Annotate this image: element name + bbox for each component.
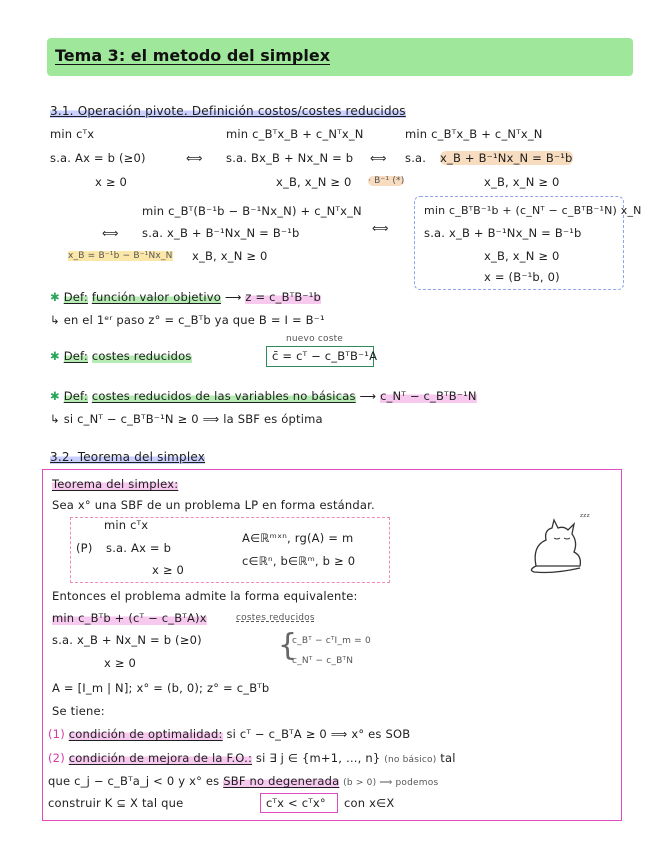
row1-col2-constraint: s.a. Bx_B + Nx_N = b [226,151,354,165]
item1-line [48,727,410,741]
problem-objective: min cᵀx [104,518,149,532]
svg-text:ᶻᶻᶻ: ᶻᶻᶻ [580,513,590,523]
item2-text-b: tal [440,751,456,765]
equiv-constraint: s.a. x_B + Nx_N = b (≥0) [52,633,202,647]
problem-nonneg: x ≥ 0 [152,563,185,577]
boxed-constraint: s.a. x_B + B⁻¹Nx_N = B⁻¹b [424,226,582,240]
theorem-intro: Sea x° una SBF de un problema LP en forma estándar. [52,498,375,512]
row1-col3-st-prefix: s.a. [405,151,427,165]
def2-bullet: ✱ [50,349,60,363]
item1-text: si cᵀ − c_BᵀA ≥ 0 ⟹ x° es SOB [226,727,411,741]
item2-label: condición de mejora de la F.O.: [68,751,253,765]
nuevo-coste-annotation: nuevo coste [286,334,344,344]
title-banner [47,38,633,76]
def3-bullet: ✱ [50,389,60,403]
item2-text: si ∃ j ∈ {m+1, …, n} [255,751,381,765]
row1-col3-constraint [440,151,573,165]
row1-equiv-1: ⟺ [186,151,203,165]
section-3-1-heading-text: 3.1. Operación pivote. Definición costos/costes reducidos [50,104,406,118]
brace-line1: c_Bᵀ − cᵀI_m = 0 [292,636,371,646]
brace-icon: { [278,628,298,663]
problem-label: (P) [76,541,93,555]
item1-label: condición de optimalidad: [68,727,223,741]
theorem-defs: A = [I_m | N]; x° = (b, 0); z° = c_Bᵀb [52,681,270,695]
row1-col1-nonneg: x ≥ 0 [95,175,128,189]
row1-col3-constraint-text: x_B + B⁻¹Nx_N = B⁻¹b [440,151,573,165]
item1-number: (1) [48,727,65,741]
row2-nonneg: x_B, x_N ≥ 0 [192,249,268,263]
item2-line2 [48,774,438,788]
item2-line3-box: cᵀx < cᵀx° [266,796,326,810]
item2-line2-c: (b > 0) ⟹ podemos [343,778,439,788]
theorem-then: Entonces el problema admite la forma equivalente: [52,589,358,603]
def3-sub: ↳ si c_Nᵀ − c_BᵀB⁻¹N ≥ 0 ⟹ la SBF es óptima [50,412,323,426]
item2-number: (2) [48,751,65,765]
row2-equiv-right: ⟺ [372,221,389,235]
brace-line2: c_Nᵀ − c_BᵀN [292,656,354,666]
item2-line3-a: construir K ⊆ X tal que [48,796,184,810]
binv-note [368,176,404,186]
se-tiene: Se tiene: [52,704,105,718]
boxed-objective: min c_BᵀB⁻¹b + (c_Nᵀ − c_BᵀB⁻¹N) x_N [424,204,642,217]
def1-arrow: ⟶ [224,290,242,304]
equiv-objective: min c_Bᵀb + (cᵀ − c_BᵀA)x [52,611,207,625]
substitution-note [68,251,173,261]
boxed-nonneg: x_B, x_N ≥ 0 [484,249,560,263]
theorem-title-text: Teorema del simplex: [52,477,179,491]
row1-col1-objective: min cᵀx [50,127,95,141]
def1-bullet: ✱ [50,290,60,304]
costes-reducidos-note: costes reducidos [236,613,315,623]
row2-constraint: s.a. x_B + B⁻¹Nx_N = B⁻¹b [142,226,300,240]
def3-formula: c_Nᵀ − c_BᵀB⁻¹N [380,389,477,403]
def2-line [50,349,192,363]
row1-col2-nonneg: x_B, x_N ≥ 0 [276,175,352,189]
def1-formula: z = c_BᵀB⁻¹b [245,290,322,304]
problem-constraint: s.a. Ax = b [106,541,172,555]
def2-text: costes reducidos [91,349,192,363]
substitution-note-text: x_B = B⁻¹b − B⁻¹Nx_N [68,251,173,261]
equiv-nonneg: x ≥ 0 [104,656,137,670]
section-3-2-heading-text: 3.2. Teorema del simplex [50,450,206,464]
item2-note: (no básico) [384,755,437,765]
def2-formula: c̄ = cᵀ − c_BᵀB⁻¹A [272,349,378,363]
row1-col3-nonneg: x_B, x_N ≥ 0 [484,175,560,189]
theorem-title [52,477,178,491]
def3-label: Def: [63,389,88,403]
item2-line2-b: SBF no degenerada [223,774,340,788]
equiv-objective-line [52,611,207,625]
row1-col3-objective: min c_Bᵀx_B + c_Nᵀx_N [405,127,543,141]
problem-cond1: A∈ℝᵐˣⁿ, rg(A) = m [242,531,354,545]
page-title: Tema 3: el metodo del simplex [55,46,331,65]
problem-cond2: c∈ℝⁿ, b∈ℝᵐ, b ≥ 0 [242,554,356,568]
def3-arrow: ⟶ [359,389,377,403]
row2-objective: min c_Bᵀ(B⁻¹b − B⁻¹Nx_N) + c_Nᵀx_N [142,204,362,218]
item2-line2-a: que c_j − c_Bᵀa_j < 0 y x° es [48,774,220,788]
binv-note-text: · B⁻¹ (*) [368,176,405,186]
row1-col2-objective: min c_Bᵀx_B + c_Nᵀx_N [226,127,364,141]
cat-sleeping-doodle [524,506,604,576]
def2-label: Def: [63,349,88,363]
item2-line1 [48,751,456,765]
section-heading-3-1 [50,104,406,118]
def1-line [50,290,321,304]
def3-text: costes reducidos de las variables no básicas [91,389,356,403]
row1-equiv-2: ⟺ [370,151,387,165]
def1-label: Def: [63,290,88,304]
def3-line [50,389,477,403]
section-heading-3-2 [50,450,205,464]
row1-col1-constraint: s.a. Ax = b (≥0) [50,151,146,165]
item2-line3-c: con x∈X [344,796,395,810]
def1-sub: ↳ en el 1ᵉʳ paso z° = c_Bᵀb ya que B = I = B⁻¹ [50,313,325,327]
row2-equiv: ⟺ [102,226,119,240]
boxed-solution: x = (B⁻¹b, 0) [484,270,560,284]
def1-text: función valor objetivo [91,290,221,304]
